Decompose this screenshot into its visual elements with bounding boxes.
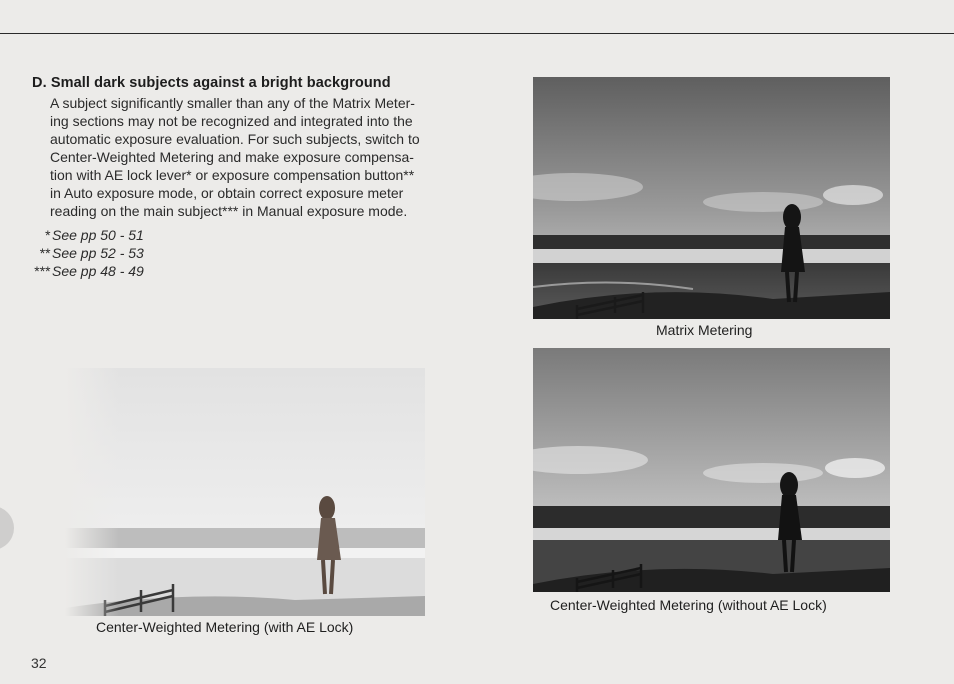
body-paragraph [50, 94, 470, 220]
footnote-mark: * [44, 227, 50, 243]
paragraph-line: in Auto exposure mode, or obtain correct exposure meter [50, 185, 404, 201]
paragraph-line: Center-Weighted Metering and make exposure compensa- [50, 149, 414, 165]
photo-matrix-metering [533, 77, 890, 319]
caption-center-weighted-without-ae-lock: Center-Weighted Metering (without AE Lock) [550, 597, 827, 613]
top-rule [0, 33, 954, 34]
paragraph-line: tion with AE lock lever* or exposure compensation button** [50, 167, 415, 183]
paragraph-line: reading on the main subject*** in Manual exposure mode. [50, 203, 408, 219]
footnote-text: See pp 52 - 53 [52, 245, 144, 261]
caption-center-weighted-with-ae-lock: Center-Weighted Metering (with AE Lock) [96, 619, 354, 635]
section-heading: D. Small dark subjects against a bright background [32, 75, 391, 91]
footnote-text: See pp 48 - 49 [52, 263, 144, 279]
photo-center-weighted-with-ae-lock [65, 368, 425, 616]
page-number: 32 [31, 655, 47, 671]
caption-matrix-metering: Matrix Metering [656, 322, 753, 338]
page-edge-tab [0, 506, 14, 550]
paragraph-line: automatic exposure evaluation. For such subjects, switch to [50, 131, 420, 147]
photo-center-weighted-without-ae-lock [533, 348, 890, 592]
footnote-mark: ** [39, 245, 50, 261]
footnote-mark: *** [33, 263, 50, 279]
footnote-texts [48, 226, 248, 280]
paragraph-line: ing sections may not be recognized and integrated into the [50, 113, 413, 129]
footnotes [20, 226, 50, 280]
footnote-text: See pp 50 - 51 [52, 227, 144, 243]
paragraph-line: A subject significantly smaller than any of the Matrix Meter- [50, 95, 415, 111]
